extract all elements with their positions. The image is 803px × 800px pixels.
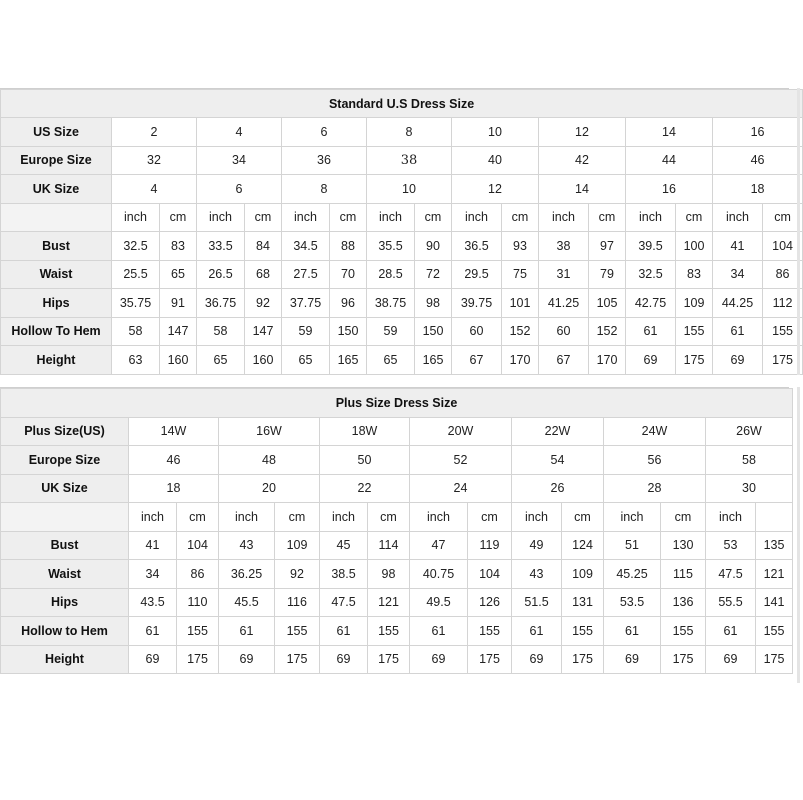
title-row [1,389,793,418]
unit-cell: inch [410,503,468,532]
measure-cell: 69 [320,645,368,674]
unit-cell: cm [330,203,367,232]
measure-cell: 34 [713,260,763,289]
measure-cell: 130 [661,531,706,560]
size-cell: 6 [197,175,282,204]
measure-cell: 105 [589,289,626,318]
size-cell: 32 [112,146,197,175]
measure-cell: 121 [368,588,410,617]
unit-row-label [1,503,129,532]
measure-cell: 45.5 [219,588,275,617]
unit-cell [756,503,793,532]
measure-cell: 41.25 [539,289,589,318]
measure-cell: 136 [661,588,706,617]
size-cell: 18W [320,417,410,446]
measure-cell: 61 [129,617,177,646]
measure-cell: 150 [330,317,367,346]
measure-cell: 116 [275,588,320,617]
scrollbar-track [797,387,800,683]
measure-cell: 32.5 [626,260,676,289]
unit-cell: inch [604,503,661,532]
size-cell: 22 [320,474,410,503]
measure-cell: 175 [368,645,410,674]
measure-cell: 47.5 [706,560,756,589]
size-cell: 54 [512,446,604,475]
measure-cell: 165 [415,346,452,375]
size-cell: 10 [367,175,452,204]
measure-cell: 36.75 [197,289,245,318]
size-cell: 30 [706,474,793,503]
size-row [1,175,803,204]
unit-row [1,203,803,232]
unit-row [1,503,793,532]
measure-cell: 43 [512,560,562,589]
measure-cell: 55.5 [706,588,756,617]
table-title: Standard U.S Dress Size [1,90,803,118]
measure-cell: 39.75 [452,289,502,318]
measure-cell: 175 [676,346,713,375]
unit-cell: cm [245,203,282,232]
measure-cell: 33.5 [197,232,245,261]
row-label: Hollow To Hem [1,317,112,346]
measure-cell: 175 [661,645,706,674]
unit-cell: cm [368,503,410,532]
measure-cell: 38.5 [320,560,368,589]
measure-cell: 35.75 [112,289,160,318]
size-cell: 26W [706,417,793,446]
measure-cell: 165 [330,346,367,375]
unit-cell: inch [539,203,589,232]
measure-cell: 69 [604,645,661,674]
row-label: Plus Size(US) [1,417,129,446]
measure-cell: 91 [160,289,197,318]
measure-cell: 150 [415,317,452,346]
measure-row [1,560,793,589]
measure-cell: 147 [245,317,282,346]
measure-cell: 147 [160,317,197,346]
size-cell: 14W [129,417,219,446]
measure-cell: 175 [562,645,604,674]
measure-cell: 69 [512,645,562,674]
measure-cell: 49 [512,531,562,560]
measure-cell: 126 [468,588,512,617]
unit-cell: cm [502,203,539,232]
row-label: Bust [1,232,112,261]
measure-cell: 61 [626,317,676,346]
measure-cell: 69 [410,645,468,674]
measure-cell: 170 [502,346,539,375]
measure-row [1,289,803,318]
measure-row [1,232,803,261]
measure-cell: 155 [368,617,410,646]
measure-row [1,645,793,674]
measure-cell: 68 [245,260,282,289]
measure-cell: 84 [245,232,282,261]
measure-cell: 61 [706,617,756,646]
size-cell: 24W [604,417,706,446]
row-label: Waist [1,560,129,589]
row-label: Waist [1,260,112,289]
measure-cell: 63 [112,346,160,375]
measure-cell: 98 [368,560,410,589]
measure-cell: 60 [539,317,589,346]
measure-cell: 175 [177,645,219,674]
row-label: Hips [1,289,112,318]
size-cell: 40 [452,146,539,175]
size-cell: 26 [512,474,604,503]
size-cell: 12 [452,175,539,204]
measure-cell: 90 [415,232,452,261]
measure-cell: 45.25 [604,560,661,589]
measure-cell: 45 [320,531,368,560]
size-cell: 2 [112,118,197,147]
size-cell: 22W [512,417,604,446]
size-cell: 6 [282,118,367,147]
measure-cell: 34 [129,560,177,589]
unit-cell: inch [219,503,275,532]
measure-cell: 61 [604,617,661,646]
measure-cell: 131 [562,588,604,617]
measure-cell: 69 [713,346,763,375]
size-cell: 36 [282,146,367,175]
size-cell: 46 [713,146,803,175]
measure-cell: 79 [589,260,626,289]
measure-cell: 31 [539,260,589,289]
measure-cell: 44.25 [713,289,763,318]
measure-cell: 92 [275,560,320,589]
size-cell: 58 [706,446,793,475]
measure-cell: 109 [676,289,713,318]
size-cell: 16W [219,417,320,446]
size-row [1,146,803,175]
plus-size-table [0,388,793,674]
row-label: Hollow to Hem [1,617,129,646]
size-cell: 12 [539,118,626,147]
size-cell: 14 [539,175,626,204]
measure-cell: 38 [539,232,589,261]
measure-cell: 59 [282,317,330,346]
measure-cell: 86 [763,260,803,289]
size-cell: 56 [604,446,706,475]
measure-cell: 96 [330,289,367,318]
unit-cell: cm [415,203,452,232]
measure-cell: 155 [756,617,793,646]
measure-cell: 49.5 [410,588,468,617]
measure-cell: 175 [275,645,320,674]
measure-cell: 61 [512,617,562,646]
measure-cell: 155 [177,617,219,646]
size-cell: 4 [197,118,282,147]
measure-cell: 39.5 [626,232,676,261]
measure-cell: 97 [589,232,626,261]
measure-cell: 110 [177,588,219,617]
measure-cell: 65 [160,260,197,289]
size-cell: 8 [367,118,452,147]
measure-cell: 155 [468,617,512,646]
measure-cell: 69 [706,645,756,674]
row-label: Europe Size [1,146,112,175]
measure-cell: 155 [661,617,706,646]
size-cell: 18 [129,474,219,503]
size-cell: 38 [367,146,452,175]
size-cell: 4 [112,175,197,204]
measure-cell: 53.5 [604,588,661,617]
size-cell: 48 [219,446,320,475]
measure-cell: 112 [763,289,803,318]
size-cell: 50 [320,446,410,475]
measure-cell: 38.75 [367,289,415,318]
unit-cell: cm [661,503,706,532]
measure-cell: 29.5 [452,260,502,289]
measure-cell: 175 [756,645,793,674]
measure-cell: 141 [756,588,793,617]
unit-cell: inch [367,203,415,232]
measure-cell: 32.5 [112,232,160,261]
measure-cell: 43 [219,531,275,560]
size-cell: 42 [539,146,626,175]
measure-cell: 83 [676,260,713,289]
size-cell: 46 [129,446,219,475]
unit-cell: inch [512,503,562,532]
measure-cell: 61 [410,617,468,646]
title-row [1,90,803,118]
size-cell: 10 [452,118,539,147]
measure-cell: 43.5 [129,588,177,617]
measure-cell: 170 [589,346,626,375]
size-row [1,417,793,446]
size-cell: 28 [604,474,706,503]
unit-cell: cm [676,203,713,232]
unit-cell: inch [197,203,245,232]
unit-cell: inch [112,203,160,232]
measure-cell: 58 [112,317,160,346]
measure-row [1,346,803,375]
measure-cell: 83 [160,232,197,261]
unit-cell: inch [320,503,368,532]
measure-cell: 27.5 [282,260,330,289]
size-cell: 44 [626,146,713,175]
measure-cell: 26.5 [197,260,245,289]
size-row [1,474,793,503]
measure-cell: 36.5 [452,232,502,261]
measure-cell: 175 [468,645,512,674]
measure-cell: 104 [177,531,219,560]
measure-cell: 115 [661,560,706,589]
measure-cell: 40.75 [410,560,468,589]
measure-row [1,617,793,646]
measure-cell: 155 [676,317,713,346]
measure-cell: 28.5 [367,260,415,289]
measure-cell: 109 [275,531,320,560]
measure-cell: 124 [562,531,604,560]
row-label: UK Size [1,175,112,204]
unit-cell: inch [129,503,177,532]
measure-cell: 47.5 [320,588,368,617]
size-cell: 20 [219,474,320,503]
measure-cell: 72 [415,260,452,289]
size-cell: 14 [626,118,713,147]
measure-row [1,588,793,617]
measure-cell: 60 [452,317,502,346]
measure-cell: 155 [275,617,320,646]
measure-cell: 41 [713,232,763,261]
measure-cell: 135 [756,531,793,560]
plus-size-chart [0,387,789,674]
measure-cell: 67 [452,346,502,375]
measure-cell: 155 [562,617,604,646]
unit-cell: cm [177,503,219,532]
size-cell: 34 [197,146,282,175]
measure-cell: 35.5 [367,232,415,261]
measure-cell: 67 [539,346,589,375]
row-label: Hips [1,588,129,617]
measure-cell: 100 [676,232,713,261]
measure-cell: 160 [245,346,282,375]
measure-cell: 61 [713,317,763,346]
standard-size-chart [0,88,793,376]
unit-cell: cm [160,203,197,232]
measure-cell: 86 [177,560,219,589]
size-cell: 20W [410,417,512,446]
measure-cell: 47 [410,531,468,560]
measure-cell: 98 [415,289,452,318]
measure-cell: 175 [763,346,803,375]
measure-cell: 88 [330,232,367,261]
size-cell: 16 [713,118,803,147]
measure-cell: 59 [367,317,415,346]
unit-row-label [1,203,112,232]
unit-cell: inch [626,203,676,232]
measure-cell: 25.5 [112,260,160,289]
unit-cell: inch [452,203,502,232]
unit-cell: inch [706,503,756,532]
row-label: US Size [1,118,112,147]
measure-cell: 69 [626,346,676,375]
measure-cell: 41 [129,531,177,560]
row-label: Bust [1,531,129,560]
measure-cell: 34.5 [282,232,330,261]
unit-cell: cm [562,503,604,532]
row-label: Height [1,346,112,375]
unit-cell: cm [275,503,320,532]
measure-cell: 37.75 [282,289,330,318]
row-label: Europe Size [1,446,129,475]
standard-size-table [0,89,803,375]
measure-cell: 65 [197,346,245,375]
size-cell: 8 [282,175,367,204]
measure-cell: 65 [282,346,330,375]
measure-cell: 61 [219,617,275,646]
measure-cell: 160 [160,346,197,375]
row-label: Height [1,645,129,674]
measure-cell: 69 [129,645,177,674]
measure-cell: 70 [330,260,367,289]
measure-cell: 61 [320,617,368,646]
unit-cell: cm [763,203,803,232]
measure-cell: 75 [502,260,539,289]
scrollbar-track [797,88,800,375]
measure-cell: 101 [502,289,539,318]
measure-cell: 93 [502,232,539,261]
unit-cell: cm [468,503,512,532]
measure-cell: 155 [763,317,803,346]
size-row [1,118,803,147]
measure-row [1,317,803,346]
measure-cell: 51.5 [512,588,562,617]
size-cell: 52 [410,446,512,475]
size-row [1,446,793,475]
measure-cell: 104 [468,560,512,589]
measure-row [1,531,793,560]
measure-cell: 121 [756,560,793,589]
row-label: UK Size [1,474,129,503]
table-title: Plus Size Dress Size [1,389,793,418]
unit-cell: cm [589,203,626,232]
measure-cell: 53 [706,531,756,560]
size-cell: 18 [713,175,803,204]
measure-cell: 119 [468,531,512,560]
measure-cell: 58 [197,317,245,346]
measure-cell: 104 [763,232,803,261]
measure-cell: 42.75 [626,289,676,318]
measure-cell: 36.25 [219,560,275,589]
measure-cell: 114 [368,531,410,560]
measure-row [1,260,803,289]
measure-cell: 109 [562,560,604,589]
size-cell: 16 [626,175,713,204]
size-cell: 24 [410,474,512,503]
measure-cell: 152 [589,317,626,346]
measure-cell: 152 [502,317,539,346]
unit-cell: inch [282,203,330,232]
measure-cell: 92 [245,289,282,318]
measure-cell: 51 [604,531,661,560]
measure-cell: 65 [367,346,415,375]
measure-cell: 69 [219,645,275,674]
unit-cell: inch [713,203,763,232]
